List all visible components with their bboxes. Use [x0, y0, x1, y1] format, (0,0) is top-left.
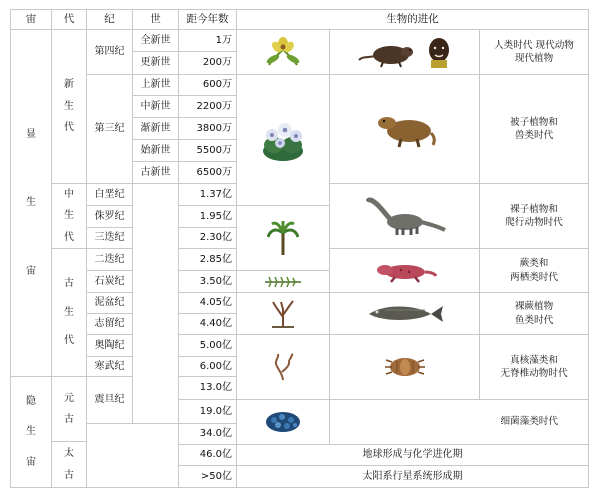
plant-image-cell — [236, 74, 330, 206]
eon-char: 宙 — [26, 265, 36, 277]
header-evolution: 生物的进化 — [236, 9, 589, 30]
years-value: 6500万 — [178, 161, 237, 184]
years-value: 200万 — [178, 51, 237, 75]
epoch-miocene: 中新世 — [132, 95, 179, 118]
description-line: 蕨类和 — [519, 258, 549, 270]
era-char: 生 — [64, 306, 74, 318]
fern-frond-icon — [263, 275, 303, 289]
eon-cryptozoic — [10, 376, 52, 488]
description-line: 裸蕨植物 — [514, 301, 554, 313]
early-mammal-icon — [373, 109, 437, 149]
animal-image-cell — [329, 334, 480, 400]
plant-image-cell — [236, 292, 330, 335]
era-archean — [51, 441, 87, 488]
years-value: 4.40亿 — [178, 313, 237, 335]
header-epoch: 世 — [132, 9, 179, 30]
solar-system-formation-row: 太阳系行星系统形成期 — [236, 465, 589, 488]
algae-branch-icon — [270, 352, 296, 382]
period-cambrian: 寒武纪 — [86, 356, 133, 377]
era-char: 生 — [64, 100, 74, 112]
armored-fish-icon — [365, 302, 445, 326]
era-char: 古 — [64, 469, 74, 481]
flowering-shrub-icon — [258, 117, 308, 163]
epoch-pliocene: 上新世 — [132, 74, 179, 96]
period-devonian: 泥盆纪 — [86, 292, 133, 314]
period-ordovician: 奥陶纪 — [86, 334, 133, 357]
years-value: >50亿 — [178, 465, 237, 488]
plant-image-cell — [236, 399, 330, 445]
blank-cell — [132, 183, 179, 424]
eon-char: 生 — [26, 426, 36, 438]
eon-char: 隐 — [26, 395, 36, 407]
bacteria-colony-icon — [264, 410, 302, 434]
orchid-flower-icon — [263, 35, 303, 69]
header-period: 纪 — [86, 9, 133, 30]
years-value: 5.00亿 — [178, 334, 237, 357]
era-proterozoic — [51, 376, 87, 442]
description-line: 人类时代 现代动物 — [494, 39, 574, 51]
period-triassic: 三迭纪 — [86, 227, 133, 249]
description-line: 鱼类时代 — [514, 314, 554, 326]
period-cretaceous: 白垩纪 — [86, 183, 133, 206]
header-years-ago: 距今年数 — [178, 9, 237, 30]
plant-image-cell — [236, 270, 330, 293]
description-line: 兽类时代 — [514, 130, 554, 141]
period-jurassic: 侏罗纪 — [86, 205, 133, 228]
years-value: 1万 — [178, 29, 237, 52]
era-cenozoic — [51, 29, 87, 184]
years-value: 2.85亿 — [178, 248, 237, 271]
years-value: 3800万 — [178, 117, 237, 140]
era-char: 生 — [64, 210, 74, 222]
period-permian: 二迭纪 — [86, 248, 133, 271]
era-description — [479, 183, 589, 249]
blank-cell — [86, 423, 179, 488]
era-description — [479, 248, 589, 293]
era-char: 代 — [64, 231, 74, 243]
era-paleozoic — [51, 248, 87, 377]
epoch-pleistocene: 更新世 — [132, 51, 179, 75]
years-value: 19.0亿 — [178, 399, 237, 424]
years-value: 600万 — [178, 74, 237, 96]
description-line: 裸子植物和 — [510, 203, 558, 215]
header-era: 代 — [51, 9, 87, 30]
animal-image-cell — [329, 248, 480, 293]
years-value: 1.37亿 — [178, 183, 237, 206]
animal-image-cell — [329, 292, 480, 335]
epoch-oligocene: 渐新世 — [132, 117, 179, 140]
years-value: 2.30亿 — [178, 227, 237, 249]
description-line: 被子植物和 — [510, 116, 558, 128]
cycad-palm-icon — [267, 219, 299, 257]
period-silurian: 志留纪 — [86, 313, 133, 335]
period-sinian: 震旦纪 — [86, 376, 133, 424]
plant-image-cell — [236, 29, 330, 75]
eon-char: 生 — [26, 197, 36, 209]
period-tertiary: 第三纪 — [86, 74, 133, 184]
era-description — [479, 29, 589, 75]
years-value: 3.50亿 — [178, 270, 237, 293]
era-char: 古 — [64, 278, 74, 290]
epoch-holocene: 全新世 — [132, 29, 179, 52]
era-description — [479, 334, 589, 400]
era-mesozoic — [51, 183, 87, 249]
animal-image-cell — [329, 74, 480, 184]
years-value: 1.95亿 — [178, 205, 237, 228]
plant-image-cell — [236, 334, 330, 400]
years-value: 46.0亿 — [178, 444, 237, 466]
psilophyte-plant-icon — [268, 299, 298, 329]
description-line: 无脊椎动物时代 — [500, 368, 568, 379]
animal-image-cell — [329, 29, 480, 75]
epoch-eocene: 始新世 — [132, 139, 179, 162]
animal-image-cell — [329, 183, 480, 249]
eon-char: 宙 — [26, 456, 36, 468]
epoch-paleocene: 古新世 — [132, 161, 179, 184]
era-description — [479, 74, 589, 184]
years-value: 34.0亿 — [178, 423, 237, 445]
description-line: 两栖类时代 — [510, 271, 558, 283]
era-description — [479, 292, 589, 335]
earth-formation-row: 地球形成与化学进化期 — [236, 444, 589, 466]
era-char: 古 — [64, 414, 74, 425]
eon-phanerozoic — [10, 29, 52, 377]
years-value: 13.0亿 — [178, 376, 237, 400]
years-value: 4.05亿 — [178, 292, 237, 314]
era-char: 太 — [64, 448, 74, 459]
mammal-and-human-icon — [355, 36, 455, 68]
sauropod-dinosaur-icon — [363, 196, 447, 236]
years-value: 2200万 — [178, 95, 237, 118]
description-line: 真核藻类和 — [510, 354, 558, 366]
era-char: 代 — [64, 122, 74, 134]
era-char: 新 — [64, 79, 74, 91]
header-eon: 宙 — [10, 9, 52, 30]
plant-image-cell — [236, 205, 330, 271]
description-line: 现代植物 — [514, 53, 554, 64]
period-quaternary: 第四纪 — [86, 29, 133, 75]
eon-char: 显 — [26, 128, 36, 140]
trilobite-icon — [383, 352, 427, 382]
amphibian-icon — [373, 258, 437, 284]
era-char: 代 — [64, 335, 74, 347]
description-line: 细菌藻类时代 — [500, 416, 558, 428]
years-value: 6.00亿 — [178, 356, 237, 377]
period-carboniferous: 石炭纪 — [86, 270, 133, 293]
era-description — [329, 399, 589, 445]
years-value: 5500万 — [178, 139, 237, 162]
era-char: 元 — [64, 392, 74, 404]
era-char: 中 — [64, 188, 74, 200]
description-line: 爬行动物时代 — [505, 217, 563, 228]
